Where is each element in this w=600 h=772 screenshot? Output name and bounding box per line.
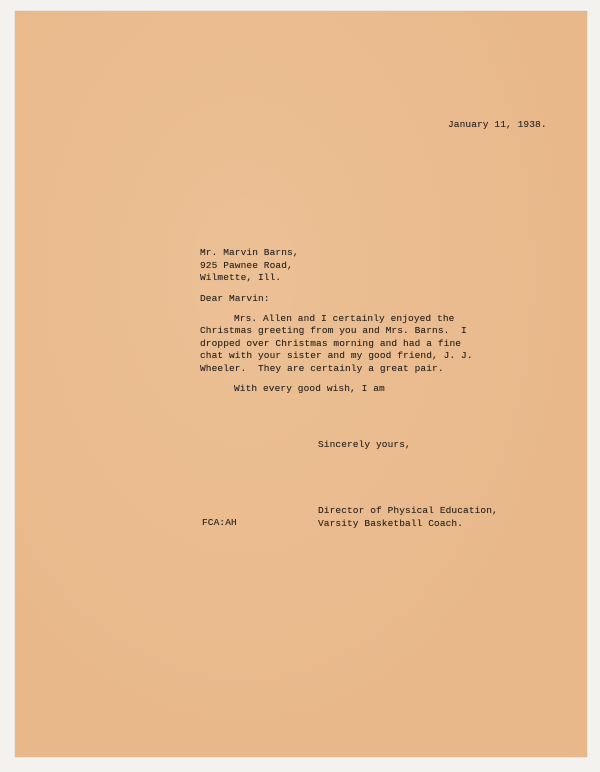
signature-title <box>318 505 498 530</box>
reference-initials: FCA:AH <box>202 517 237 528</box>
letter-date: January 11, 1938. <box>448 119 547 130</box>
title-line-1: Director of Physical Education, <box>318 505 498 516</box>
good-wish-line: With every good wish, I am <box>234 383 385 394</box>
complimentary-close: Sincerely yours, <box>318 439 411 450</box>
recipient-street: 925 Pawnee Road, <box>200 259 293 271</box>
body-continuation <box>200 325 473 375</box>
body-line-1: Mrs. Allen and I certainly enjoyed the <box>234 313 455 324</box>
recipient-address <box>200 247 299 285</box>
recipient-city: Wilmette, Ill. <box>200 272 282 284</box>
recipient-name: Mr. Marvin Barns, <box>200 247 299 258</box>
body-line-3: dropped over Christmas morning and had a fine <box>200 337 462 349</box>
letter-page <box>15 11 587 757</box>
salutation: Dear Marvin: <box>200 293 270 304</box>
body-line-5: Wheeler. They are certainly a great pair. <box>200 362 444 374</box>
body-line-4: chat with your sister and my good friend, J. J. <box>200 350 473 362</box>
title-line-2: Varsity Basketball Coach. <box>318 517 464 529</box>
body-line-2: Christmas greeting from you and Mrs. Barns. I <box>200 325 467 336</box>
